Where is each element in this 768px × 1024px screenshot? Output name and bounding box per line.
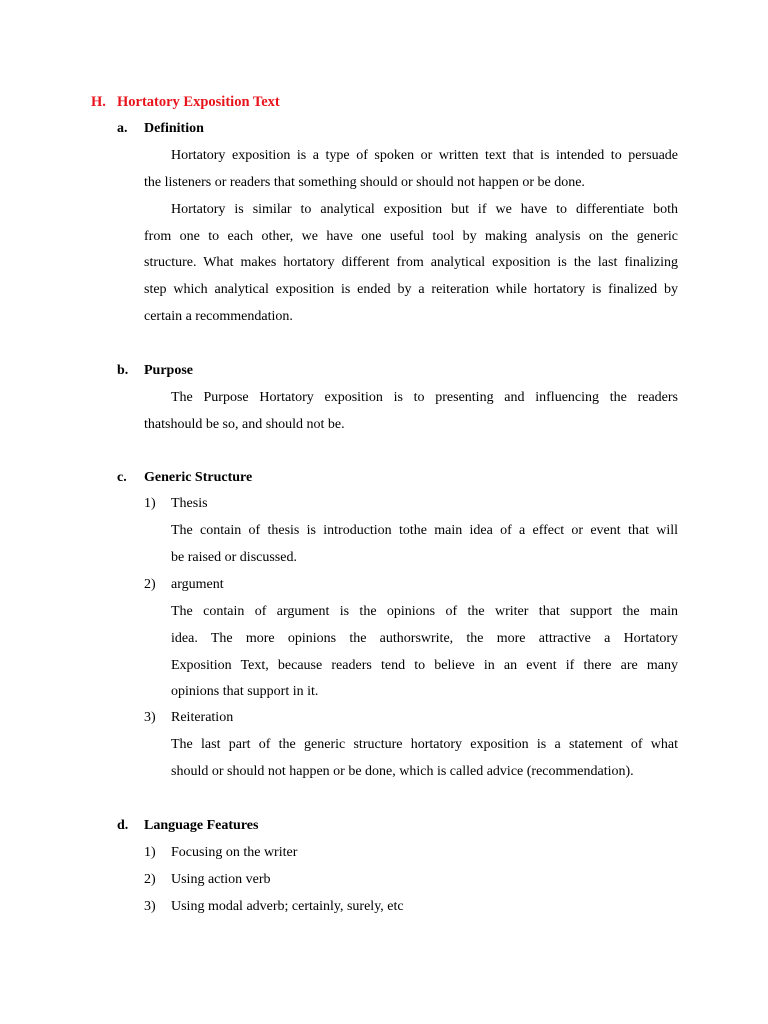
section-title: Hortatory Exposition Text <box>117 94 280 110</box>
structure-item-argument-label: argument <box>171 577 224 592</box>
thesis-line-2: be raised or discussed. <box>171 550 297 565</box>
generic-structure-heading: Generic Structure <box>144 470 253 485</box>
structure-item-thesis-label: Thesis <box>171 496 208 511</box>
language-features-marker: d. <box>117 818 129 833</box>
argument-line-3: Exposition Text, because readers tend to believe in an event if there are many <box>171 658 678 673</box>
feature-item-number: 3) <box>144 899 156 914</box>
thesis-line-1: The contain of thesis is introduction tothe main idea of a effect or event that will <box>171 523 678 538</box>
generic-structure-marker: c. <box>117 470 127 485</box>
definition-line-2: the listeners or readers that something should or should not happen or be done. <box>144 175 585 190</box>
reiteration-line-1: The last part of the generic structure hortatory exposition is a statement of what <box>171 737 678 752</box>
definition-line-4: from one to each other, we have one useful tool by making analysis on the generic <box>144 229 678 244</box>
feature-item-label: Using modal adverb; certainly, surely, etc <box>171 899 404 914</box>
definition-line-6: step which analytical exposition is ended by a reiteration while hortatory is finalized by <box>144 282 678 297</box>
reiteration-line-2: should or should not happen or be done, which is called advice (recommendation). <box>171 764 634 779</box>
feature-item-label: Using action verb <box>171 872 271 887</box>
structure-item-number: 2) <box>144 577 156 592</box>
definition-line-5: structure. What makes hortatory different from analytical exposition is the last finalizing <box>144 255 678 270</box>
language-features-heading: Language Features <box>144 818 259 833</box>
feature-item-number: 1) <box>144 845 156 860</box>
structure-item-reiteration-label: Reiteration <box>171 710 234 725</box>
purpose-marker: b. <box>117 363 129 378</box>
feature-item-label: Focusing on the writer <box>171 845 298 860</box>
argument-line-4: opinions that support in it. <box>171 684 319 699</box>
purpose-line-1: The Purpose Hortatory exposition is to presenting and influencing the readers <box>171 390 678 405</box>
purpose-line-2: thatshould be so, and should not be. <box>144 417 345 432</box>
structure-item-number: 1) <box>144 496 156 511</box>
section-marker: H. <box>91 94 106 110</box>
feature-item-number: 2) <box>144 872 156 887</box>
definition-line-1: Hortatory exposition is a type of spoken or written text that is intended to persuade <box>171 148 678 163</box>
argument-line-2: idea. The more opinions the authorswrite, the more attractive a Hortatory <box>171 631 678 646</box>
definition-line-3: Hortatory is similar to analytical exposition but if we have to differentiate both <box>171 202 678 217</box>
structure-item-number: 3) <box>144 710 156 725</box>
definition-marker: a. <box>117 121 128 136</box>
argument-line-1: The contain of argument is the opinions of the writer that support the main <box>171 604 678 619</box>
definition-heading: Definition <box>144 121 204 136</box>
definition-line-7: certain a recommendation. <box>144 309 293 324</box>
purpose-heading: Purpose <box>144 363 193 378</box>
